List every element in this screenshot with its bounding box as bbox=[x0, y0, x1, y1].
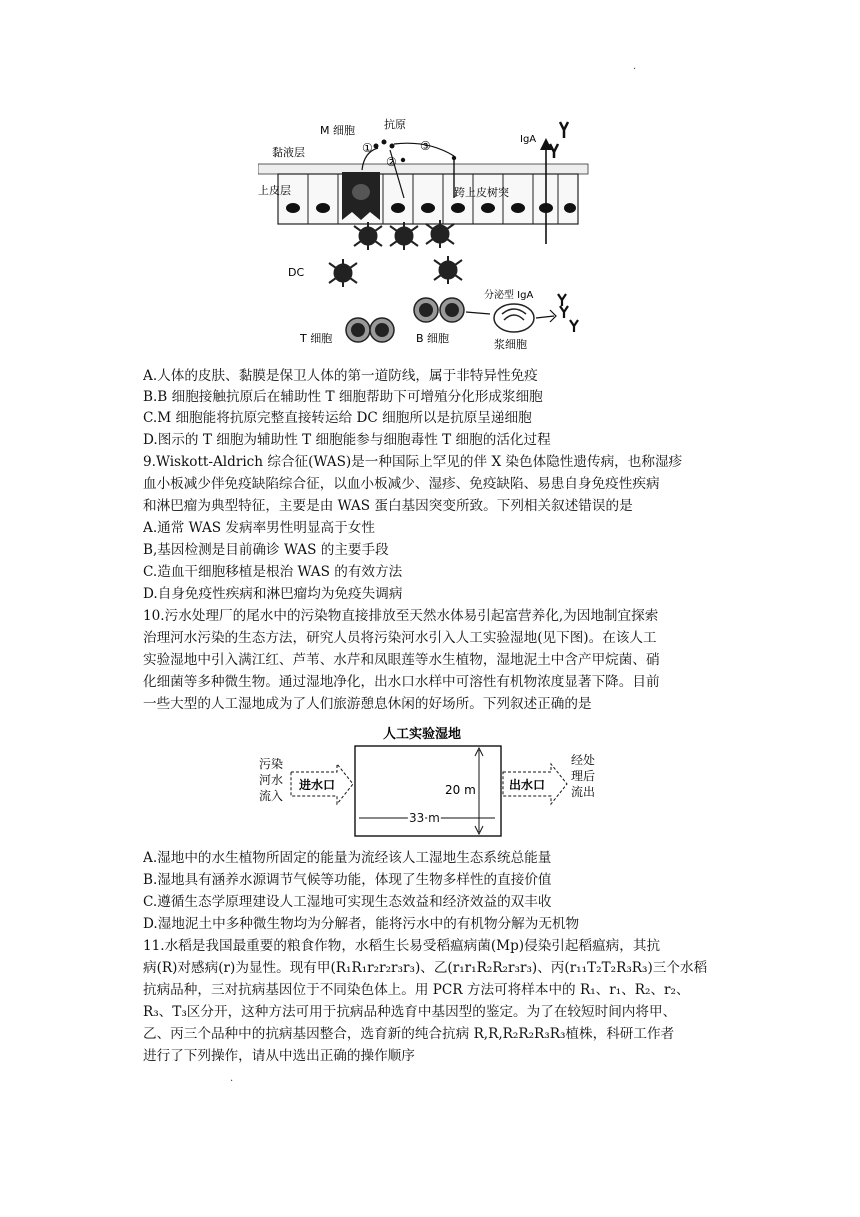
q11-stem-line-2: 病(R)对感病(r)为显性。现有甲(R₁R₁r₂r₂r₃r₃)、乙(r₁r₁R₂R₂r₃r₃)、丙(r₁₁T₂T₂R₃R₃)三个水稻 bbox=[143, 960, 708, 976]
wetland-figure bbox=[255, 724, 605, 842]
label-dc: DC bbox=[288, 266, 305, 279]
q11-stem-line-3: 抗病品种，三对抗病基因位于不同染色体上。用 PCR 方法可将样本中的 R₁、r₁、R₂、r₂、 bbox=[143, 982, 690, 998]
outlet-label: 出水口 bbox=[509, 778, 546, 792]
m-cell-shape bbox=[342, 172, 380, 220]
height-label: 20 m bbox=[445, 783, 476, 797]
inflow-label-3: 流入 bbox=[259, 789, 284, 803]
q10-option-a: A.湿地中的水生植物所固定的能量为流经该人工湿地生态系统总能量 bbox=[143, 850, 552, 866]
q9-option-b: B,基因检测是目前确诊 WAS 的主要手段 bbox=[143, 542, 389, 558]
label-t-cell: T 细胞 bbox=[300, 332, 333, 345]
q10-stem-line-3: 实验湿地中引入满江红、芦苇、水芹和凤眼莲等水生植物，湿地泥土中含产甲烷菌、硝 bbox=[143, 652, 660, 668]
q9-option-a: A.通常 WAS 发病率男性明显高于女性 bbox=[143, 520, 375, 536]
dc-cells bbox=[329, 220, 462, 287]
plasma-cell bbox=[494, 304, 534, 332]
t-cells bbox=[346, 318, 394, 342]
label-step-3: ③ bbox=[420, 139, 431, 153]
q10-stem-line-2: 治理河水污染的生态方法，研究人员将污染河水引入人工实验湿地(见下图)。在该人工 bbox=[143, 630, 657, 646]
q8-option-d: D.图示的 T 细胞为辅助性 T 细胞能参与细胞毒性 T 细胞的活化过程 bbox=[143, 432, 551, 448]
q9-stem-line-2: 血小板减少伴免疫缺陷综合征，以血小板减少、湿疹、免疫缺陷、易患自身免疫性疾病 bbox=[143, 476, 660, 492]
mucosal-immunity-figure bbox=[258, 108, 598, 356]
q11-stem-line-1: 11.水稻是我国最重要的粮食作物，水稻生长易受稻瘟病菌(Mp)侵染引起稻瘟病，其抗 bbox=[143, 938, 661, 954]
q8-option-a: A.人体的皮肤、黏膜是保卫人体的第一道防线，属于非特异性免疫 bbox=[143, 368, 538, 384]
q8-option-c: C.M 细胞能将抗原完整直接转运给 DC 细胞所以是抗原呈递细胞 bbox=[143, 410, 532, 426]
label-epithelium: 上皮层 bbox=[258, 184, 291, 197]
label-antigen: 抗原 bbox=[384, 118, 406, 131]
inlet-label: 进水口 bbox=[299, 778, 336, 792]
q10-stem-line-4: 化细菌等多种微生物。通过湿地净化，出水口水样中可溶性有机物浓度显著下降。目前 bbox=[143, 674, 660, 690]
q9-option-d: D.自身免疫性疾病和淋巴瘤均为免疫失调病 bbox=[143, 586, 403, 602]
q10-option-c: C.遵循生态学原理建设人工湿地可实现生态效益和经济效益的双丰收 bbox=[143, 894, 552, 910]
label-cross-epithelial-dendrite: 跨上皮树突 bbox=[454, 186, 509, 199]
label-secretory-iga: 分泌型 IgA bbox=[484, 290, 534, 301]
label-step-1: ① bbox=[362, 141, 373, 155]
outflow-label-2: 理后 bbox=[571, 769, 596, 783]
q10-stem-line-1: 10.污水处理厂的尾水中的污染物直接排放至天然水体易引起富营养化,为因地制宜探索 bbox=[143, 608, 659, 624]
q9-option-c: C.造血干细胞移植是根治 WAS 的有效方法 bbox=[143, 564, 403, 580]
q9-stem-line-1: 9.Wiskott-Aldrich 综合征(WAS)是一种国际上罕见的伴 X 染色体隐性遗传病，也称湿疹 bbox=[143, 454, 683, 470]
label-m-cell: M 细胞 bbox=[320, 124, 355, 137]
label-mucus-layer: 黏液层 bbox=[272, 146, 305, 159]
q10-option-d: D.湿地泥土中多种微生物均为分解者，能将污水中的有机物分解为无机物 bbox=[143, 916, 580, 932]
q10-stem-line-5: 一些大型的人工湿地成为了人们旅游憩息休闲的好场所。下列叙述正确的是 bbox=[143, 696, 592, 712]
outflow-label-3: 流出 bbox=[571, 785, 596, 799]
scan-dot-bottom: · bbox=[230, 1076, 234, 1087]
inflow-label-2: 河水 bbox=[259, 773, 284, 787]
q8-option-b: B.B 细胞接触抗原后在辅助性 T 细胞帮助下可增殖分化形成浆细胞 bbox=[143, 389, 543, 405]
label-plasma-cell: 浆细胞 bbox=[494, 338, 527, 351]
width-label: 33 m bbox=[409, 811, 440, 825]
wetland-title: 人工实验湿地 bbox=[383, 727, 462, 742]
q11-stem-line-6: 进行了下列操作，请从中选出正确的操作顺序 bbox=[143, 1048, 415, 1064]
outflow-label-1: 经处 bbox=[571, 753, 596, 767]
scan-dot-top: · bbox=[633, 64, 637, 75]
b-cell bbox=[414, 298, 464, 322]
inflow-label-1: 污染 bbox=[259, 757, 284, 771]
q11-stem-line-5: 乙、丙三个品种中的抗病基因整合，选育新的纯合抗病 R,R,R₂R₂R₃R₃植株，科研工作者 bbox=[143, 1026, 675, 1042]
q9-stem-line-3: 和淋巴瘤为典型特征，主要是由 WAS 蛋白基因突变所致。下列相关叙述错误的是 bbox=[143, 498, 633, 514]
q10-option-b: B.湿地具有涵养水源调节气候等功能，体现了生物多样性的直接价值 bbox=[143, 872, 552, 888]
epithelial-cells bbox=[278, 174, 578, 224]
q11-stem-line-4: R₃、T₃区分开，这种方法可用于抗病品种选育中基因型的鉴定。为了在较短时间内将甲、 bbox=[143, 1004, 677, 1020]
label-iga: IgA bbox=[520, 134, 537, 145]
label-b-cell: B 细胞 bbox=[416, 332, 450, 345]
label-step-2: ② bbox=[386, 155, 397, 169]
